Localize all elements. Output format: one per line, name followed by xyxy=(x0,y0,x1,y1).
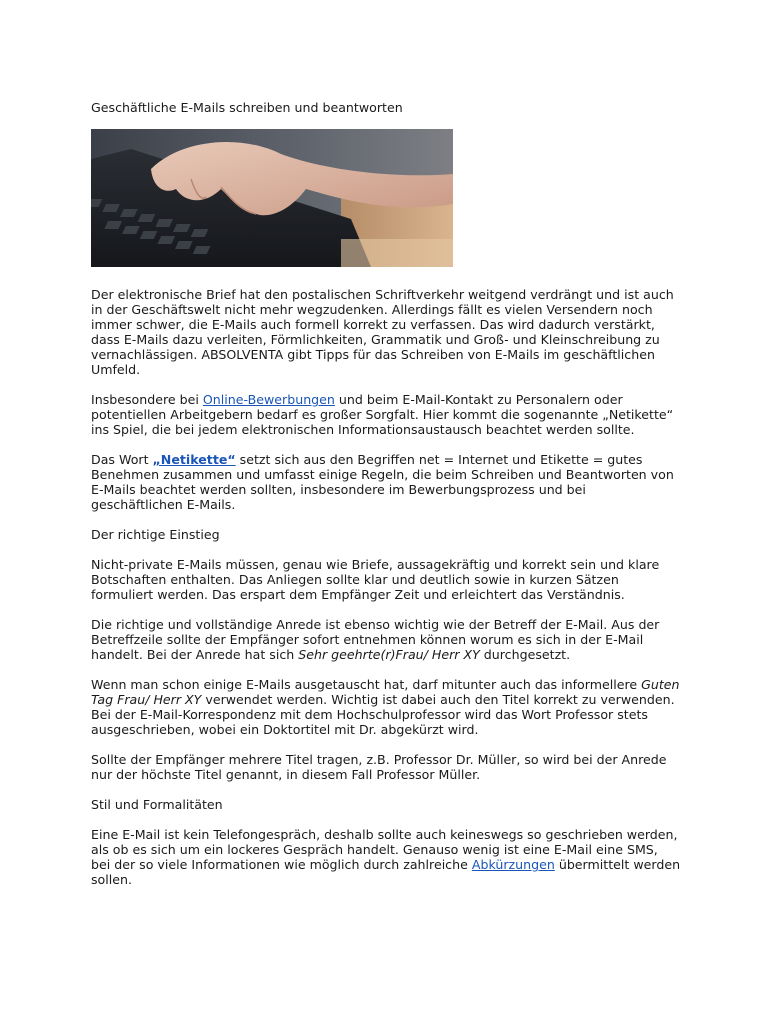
informell-paragraph xyxy=(91,677,681,737)
text-span: Das Wort xyxy=(91,452,153,467)
italic-text: Sehr geehrte(r)Frau/ Herr XY xyxy=(298,647,480,662)
italic-text: Guten Tag Frau/ Herr XY xyxy=(91,677,680,707)
hero-image xyxy=(91,129,453,267)
section-heading-einstieg: Der richtige Einstieg xyxy=(91,527,220,542)
anrede-paragraph xyxy=(91,617,681,662)
document-page xyxy=(91,100,681,902)
netikette-link[interactable]: „Netikette“ xyxy=(152,452,236,467)
text-span: übermittelt werden sollen. xyxy=(91,857,681,887)
online-bewerbungen-link[interactable]: Online-Bewerbungen xyxy=(202,392,335,407)
stil-paragraph xyxy=(91,827,681,887)
netikette-paragraph xyxy=(91,452,681,512)
text-span: Wenn man schon einige E-Mails ausgetauscht hat, darf mitunter auch das informellere xyxy=(91,677,642,692)
text-span: verwendet werden. Wichtig ist dabei auch den Titel korrekt zu verwenden. Bei der E-Mail-Korrespondenz mit dem Hochschulprofessor wird das Wort Professor stets ausgeschrieben, wobei ein Doktortitel mit Dr. abgekürzt wird. xyxy=(91,692,675,737)
page-title: Geschäftliche E-Mails schreiben und beantworten xyxy=(91,100,403,115)
intro-paragraph: Der elektronische Brief hat den postalischen Schriftverkehr weitgend verdrängt und ist auch in der Geschäftswelt nicht mehr wegzudenken. Allerdings fällt es vielen Versendern noch immer schwer, die E-Mails auch formell korrekt zu verfassen. Das wird dadurch verstärkt, dass E-Mails dazu verleiten, Förmlichkeiten, Grammatik und Groß- und Kleinschreibung zu vernachlässigen. ABSOLVENTA gibt Tipps für das Schreiben von E-Mails im geschäftlichen Umfeld. xyxy=(91,287,674,377)
abkuerzungen-link[interactable]: Abkürzungen xyxy=(471,857,555,872)
text-span: Eine E-Mail ist kein Telefongespräch, deshalb sollte auch keineswegs so geschrieben werden, als ob es sich um ein lockeres Gespräch handelt. Genauso wenig ist eine E-Mail eine SMS, bei der so viele Informationen wie möglich durch zahlreiche xyxy=(91,827,678,872)
text-span: Insbesondere bei xyxy=(91,392,203,407)
text-span: und beim E-Mail-Kontakt zu Personalern oder potentiellen Arbeitgebern bedarf es großer Sorgfalt. Hier kommt die sogenannte „Netikette“ ins Spiel, die bei jedem elektronischen Informationsaustausch beachtet werden sollte. xyxy=(91,392,674,437)
section-heading-stil: Stil und Formalitäten xyxy=(91,797,223,812)
text-span: setzt sich aus den Begriffen net = Internet und Etikette = gutes Benehmen zusammen und umfasst einige Regeln, die beim Schreiben und Beantworten von E-Mails beachtet werden sollten, insbesondere im Bewerbungsprozess und bei geschäftlichen E-Mails. xyxy=(91,452,674,512)
nicht-private-paragraph: Nicht-private E-Mails müssen, genau wie Briefe, aussagekräftig und korrekt sein und klare Botschaften enthalten. Das Anliegen sollte klar und deutlich sowie in kurzen Sätzen formuliert werden. Das erspart dem Empfänger Zeit und erleichtert das Verständnis. xyxy=(91,557,660,602)
titel-paragraph: Sollte der Empfänger mehrere Titel tragen, z.B. Professor Dr. Müller, so wird bei der Anrede nur der höchste Titel genannt, in diesem Fall Professor Müller. xyxy=(91,752,667,782)
text-span: durchgesetzt. xyxy=(479,647,571,662)
online-bewerbungen-paragraph xyxy=(91,392,681,437)
text-span: Die richtige und vollständige Anrede ist ebenso wichtig wie der Betreff der E-Mail. Aus der Betreffzeile sollte der Empfänger sofort entnehmen können worum es sich in der E-Mail handelt. Bei der Anrede hat sich xyxy=(91,617,660,662)
laptop-typing-photo-icon xyxy=(91,129,453,267)
